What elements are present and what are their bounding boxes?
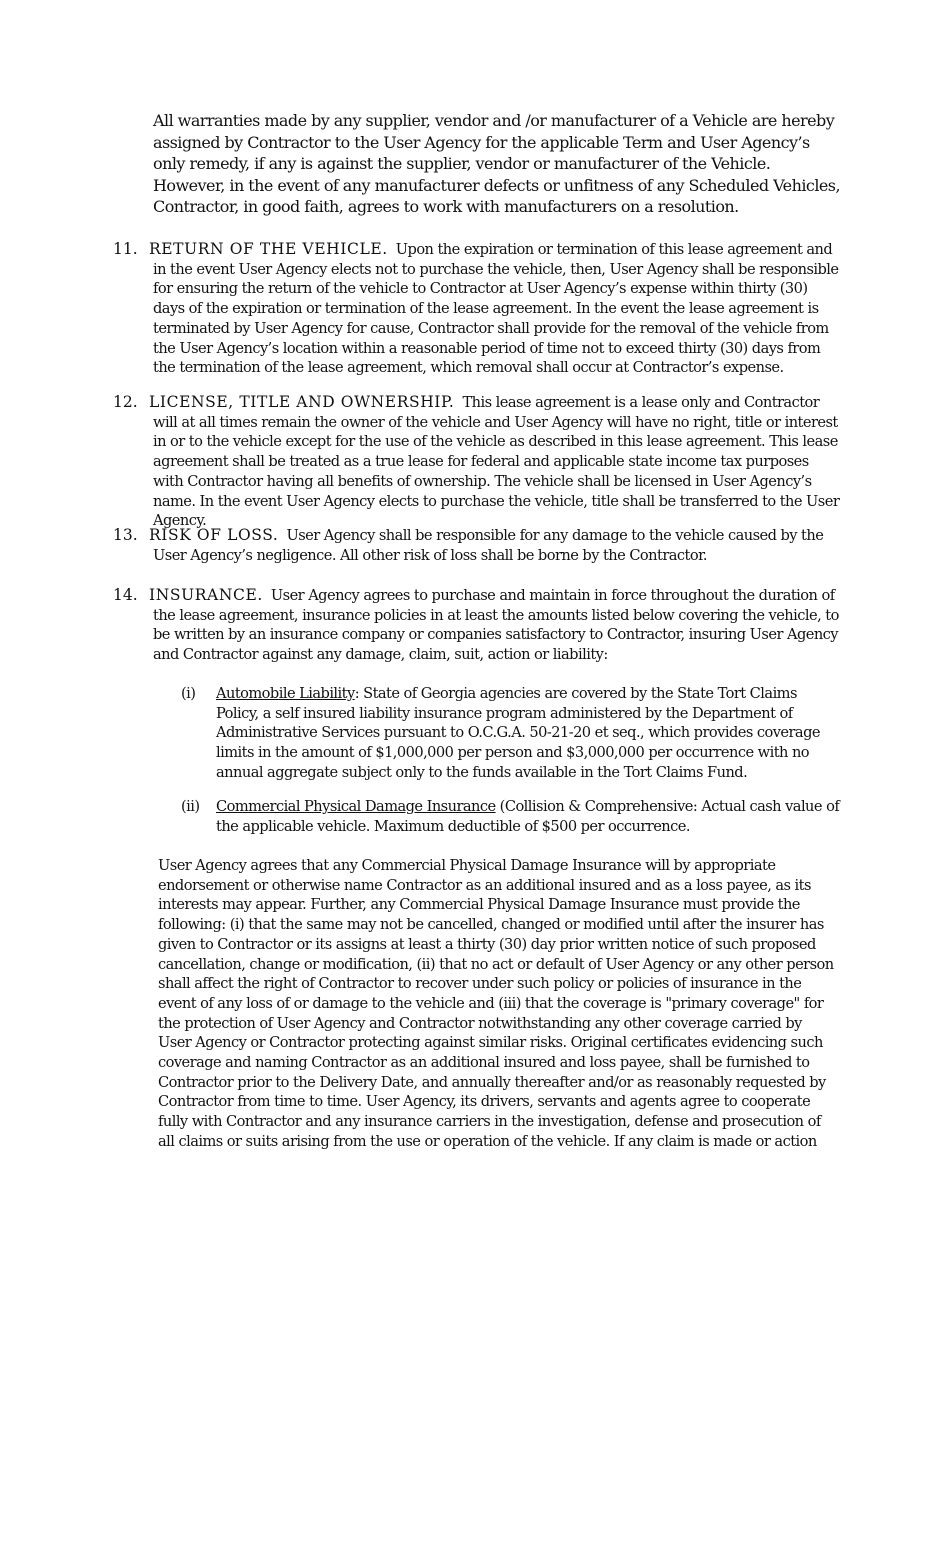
subitem-text: (Collision & Comprehensive: Actual cash value of the applicable vehicle. Maximum deductible of $500 per occurrence. — [216, 798, 840, 835]
insurance-terms-paragraph: User Agency agrees that any Commercial Physical Damage Insurance will by appropriate endorsement or otherwise name Contractor as an additional insured and as a loss payee, as its interests may appear. Further, any Commercial Physical Damage Insurance must provide the following: (i) that the same may not be cancelled, changed or modified until after the insurer has given to Contractor or its assigns at least a thirty (30) day prior written notice of such proposed cancellation, change or modification, (ii) that no act or default of User Agency or any other person shall affect the right of Contractor to recover under such policy or policies of insurance in the event of any loss of or damage to the vehicle and (iii) that the coverage is "primary coverage" for the protection of User Agency and Contractor notwithstanding any other coverage carried by User Agency or Contractor protecting against similar risks. Original certificates evidencing such coverage and naming Contractor as an additional insured and loss payee, shall be furnished to Contractor prior to the Delivery Date, and annually thereafter and/or as reasonably requested by Contractor from time to time. User Agency, its drivers, servants and agents agree to cooperate fully with Contractor and any insurance carriers in the investigation, defense and prosecution of all claims or suits arising from the use or operation of the vehicle. If any claim is made or action — [158, 857, 834, 1150]
section-text: User Agency shall be responsible for any damage to the vehicle caused by the User Agency’s negligence. All other risk of loss shall be borne by the Contractor. — [153, 527, 824, 564]
section-insurance — [113, 586, 841, 665]
section-number: 11. — [113, 240, 138, 258]
subitem-text: : State of Georgia agencies are covered by the State Tort Claims Policy, a self insured liability insurance program administered by the Department of Administrative Services pursuant to O.C.G.A. 50-21-20 et seq., which provides coverage limits in the amount of $1,000,000 per person and $3,000,000 per occurrence with no annual aggregate subject only to the funds available in the Tort Claims Fund. — [216, 685, 820, 781]
section-number: 13. — [113, 526, 138, 544]
subitem-automobile-liability — [181, 684, 841, 783]
subitem-marker: (i) — [181, 685, 196, 702]
section-body — [113, 586, 841, 665]
section-number: 12. — [113, 393, 138, 411]
section-number: 14. — [113, 586, 138, 604]
section-heading: RETURN OF THE VEHICLE. — [149, 240, 388, 258]
subitem-body — [181, 797, 841, 836]
section-heading: LICENSE, TITLE AND OWNERSHIP. — [149, 393, 455, 411]
section-return-of-vehicle — [113, 240, 841, 378]
section-heading: INSURANCE. — [149, 586, 263, 604]
subitem-physical-damage — [181, 797, 841, 836]
section-body — [113, 240, 841, 378]
section-body — [113, 526, 841, 565]
section-heading: RISK OF LOSS. — [149, 526, 279, 544]
section-license-title-ownership — [113, 393, 841, 531]
subitem-title: Commercial Physical Damage Insurance — [216, 798, 496, 815]
section-text: This lease agreement is a lease only and Contractor will at all times remain the owner of the vehicle and User Agency will have no right, title or interest in or to the vehicle except for the use of the vehicle as described in this lease agreement. This lease agreement shall be treated as a true lease for federal and applicable state income tax purposes with Contractor having all benefits of ownership. The vehicle shall be licensed in User Agency’s name. In the event User Agency elects to purchase the vehicle, title shall be transferred to the User Agency. — [153, 394, 840, 530]
section-text: User Agency agrees to purchase and maintain in force throughout the duration of the lease agreement, insurance policies in at least the amounts listed below covering the vehicle, to be written by an insurance company or companies satisfactory to Contractor, insuring User Agency and Contractor against any damage, claim, suit, action or liability: — [153, 587, 839, 664]
section-body — [113, 393, 841, 531]
warranty-paragraph: All warranties made by any supplier, vendor and /or manufacturer of a Vehicle are hereby assigned by Contractor to the User Agency for the applicable Term and User Agency’s only remedy, if any is against the supplier, vendor or manufacturer of the Vehicle. However, in the event of any manufacturer defects or unfitness of any Scheduled Vehicles, Contractor, in good faith, agrees to work with manufacturers on a resolution. — [153, 111, 841, 217]
subitem-body — [181, 684, 841, 783]
section-text: Upon the expiration or termination of this lease agreement and in the event User Agency elects not to purchase the vehicle, then, User Agency shall be responsible for ensuring the return of the vehicle to Contractor at User Agency’s expense within thirty (30) days of the expiration or termination of the lease agreement. In the event the lease agreement is terminated by User Agency for cause, Contractor shall provide for the removal of the vehicle from the User Agency’s location within a reasonable period of time not to exceed thirty (30) days from the termination of the lease agreement, which removal shall occur at Contractor’s expense. — [153, 241, 839, 377]
subitem-title: Automobile Liability — [216, 685, 355, 702]
section-risk-of-loss — [113, 526, 841, 565]
subitem-marker: (ii) — [181, 798, 200, 815]
